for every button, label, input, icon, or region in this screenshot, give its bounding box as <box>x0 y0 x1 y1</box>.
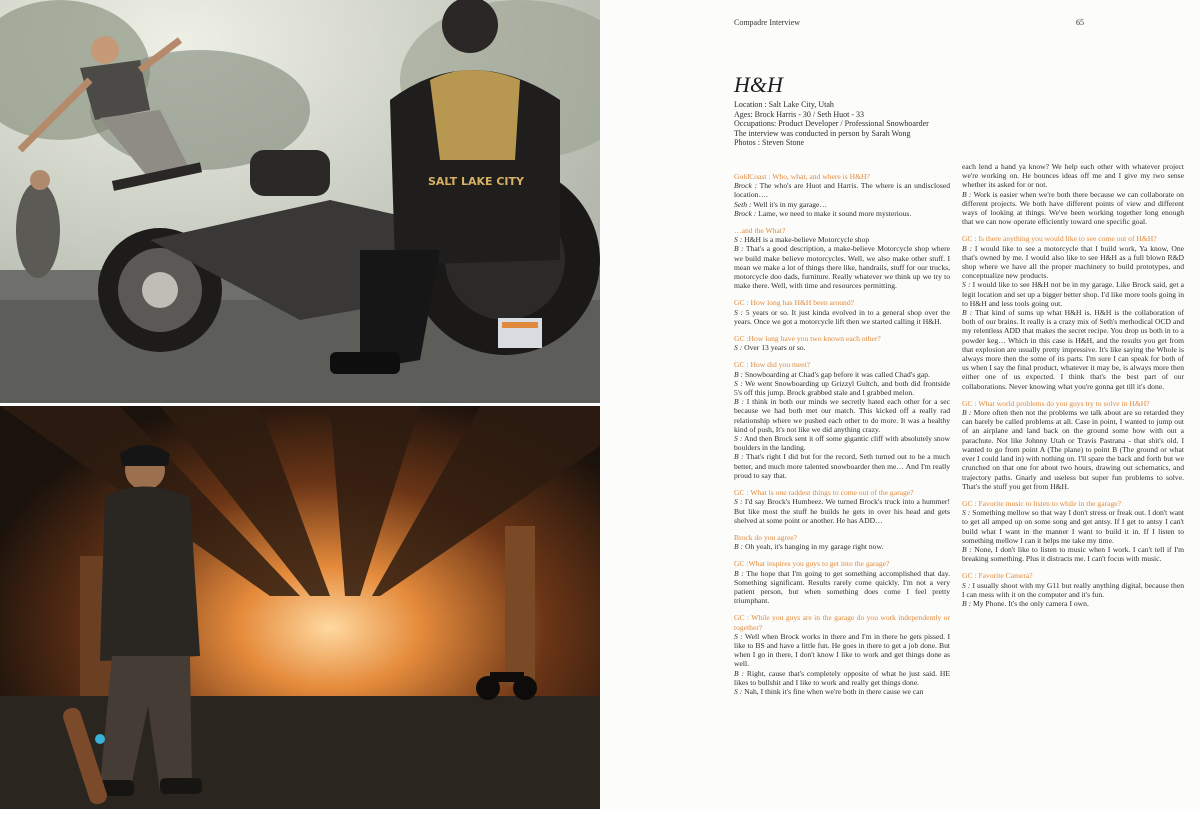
answer <box>734 244 950 290</box>
meta-ages: Ages: Brock Harris - 30 / Seth Huot - 33 <box>734 109 864 119</box>
answer <box>962 280 1184 308</box>
speaker-label: B : <box>734 568 744 578</box>
answer-text: each lend a hand ya know? We help each other with whatever project we're working on. He bounces ideas off me and I give my two sense whether its asked for or not. <box>962 162 1184 190</box>
answer-text: H&H is a make-believe Motorcycle shop <box>742 235 870 245</box>
qa-block <box>734 298 950 326</box>
answer-text: Well it's in my garage… <box>751 199 828 209</box>
answer-text: That's a good description, a make-believe Motorcycle shop where we build make believe motorcycles. Well, we also make other stuff. I mean we make a lot of things there like, handrails, stuff for our trucks, motorcycle doo dads, furniture. Really whatever we think up we try to make there. Well, with time and resources permitting. <box>734 244 950 291</box>
answer-text: Lame, we need to make it sound more mysterious. <box>756 208 912 218</box>
question: GC : Favorite music to listen to while in the garage? <box>962 498 1122 508</box>
photo-motorcycle-skate-art <box>0 0 600 403</box>
answer <box>734 452 950 480</box>
answer-text: The who's are Huot and Harris. The where is an undisclosed location…. <box>734 181 950 200</box>
meta-photos: Photos : Steven Stone <box>734 138 805 147</box>
qa-block <box>734 613 950 696</box>
answer <box>962 244 1184 281</box>
qa-block <box>962 399 1184 491</box>
answer <box>734 235 950 244</box>
qa-block <box>962 234 1184 390</box>
answer <box>734 200 950 209</box>
speaker-label: B : <box>734 452 744 462</box>
speaker-label: S : <box>734 497 743 507</box>
speaker-label: S : <box>734 686 743 696</box>
answer-text: And then Brock sent it off some gigantic cliff with absolutely snow boulders in the landing. <box>734 434 950 453</box>
question: GoldCoast : Who, what, and where is H&H? <box>734 172 870 181</box>
qa-block <box>734 488 950 525</box>
answer <box>962 545 1184 563</box>
qa-block <box>734 559 950 605</box>
answer-text: Well when Brock works in there and I'm in there he gets pissed. I like to BS and have a little fun. He goes in there to get a job done. But when I go in there, I don't know I like to work and get things done as well. <box>734 631 950 669</box>
answer-text: I would like to see H&H not be in my garage. Like Brock said, get a legit location and set up a bigger better shop. I'd like more tools going in to H&H and less tools going out. <box>962 280 1184 308</box>
answer-text: Snowboarding at Chad's gap before it was called Chad's gap. <box>743 369 930 379</box>
speaker-label: Brock : <box>734 208 757 218</box>
answer <box>734 687 950 696</box>
speaker-label: Brock : <box>734 181 758 191</box>
speaker-label: S : <box>734 434 743 444</box>
text-page <box>600 0 1200 809</box>
speaker-label: S : <box>962 580 971 590</box>
speaker-label: B : <box>962 408 972 418</box>
qa-block <box>962 499 1184 563</box>
answer-text: Oh yeah, it's hanging in my garage right now. <box>743 542 884 552</box>
speaker-label: S : <box>734 378 743 388</box>
answer <box>734 669 950 687</box>
answer <box>734 209 950 218</box>
speaker-label: B : <box>962 308 973 318</box>
qa-block <box>734 360 950 480</box>
answer <box>734 308 950 326</box>
answer <box>734 379 950 397</box>
qa-block <box>734 334 950 352</box>
answer-text: We went Snowboarding up Grizzyl Gultch, and both did frontside 5's off this jump. Brock grabbed stale and I grabbed melon. <box>734 378 950 398</box>
answer <box>734 542 950 551</box>
speaker-label: S : <box>734 307 744 317</box>
answer-text: I think in both our minds we secretly hated each other for a sec because we had both met our match. This kicked off a really rad relationship where we pushed each other to do more. It was a healthy kind of push, It's not like we did anything crazy. <box>734 397 950 434</box>
speaker-label: B : <box>734 397 744 407</box>
speaker-label: B : <box>734 668 745 678</box>
speaker-label: Seth : <box>734 199 752 209</box>
answer-text: Something mellow so that way I don't stress or freak out. I don't want to get all amped up on some song and get antsy. If I get to antsy I can't build what I want in the manner I want to build it in. If I listen to something mellow I can it helps me take my time. <box>962 508 1184 545</box>
answer-text: I'd say Brock's Humbeez. We turned Brock's truck into a hummer! But like most the stuff he builds he gets in over his head and gets shelved at some point or another. He has ADD… <box>734 497 950 525</box>
answer <box>734 370 950 379</box>
answer <box>734 632 950 669</box>
answer-text: 5 years or so. It just kinda evolved in to a general shop over the years. Once we got a motorcycle lift then we started calling it H&H. <box>734 307 950 326</box>
answer <box>962 190 1184 227</box>
answer <box>962 408 1184 491</box>
photo-motorcycle-skate <box>0 0 600 403</box>
answer-text: Work is easier when we're both there because we can collaborate on different projects. We both have different points of view and different ways of looking at things. We've been working together long enough that we can now operate efficiently toward one specific goal. <box>962 189 1184 227</box>
meta-location: Location : Salt Lake City, Utah <box>734 100 834 109</box>
answer <box>734 497 950 525</box>
answer-text: That's right I did but for the record, Seth turned out to be a much better, and much more talented snowboarder then me… And I'm really proud to say that. <box>734 452 950 480</box>
speaker-label: S : <box>734 343 743 353</box>
question: GC :What inspires you guys to get into the garage? <box>734 559 890 569</box>
answer <box>734 343 950 352</box>
answer <box>962 508 1184 545</box>
photo-under-bridge <box>0 406 600 809</box>
answer <box>734 181 950 199</box>
article-title: H&H <box>734 72 783 97</box>
answer-text: My Phone. It's the only camera I own. <box>971 598 1089 608</box>
answer <box>734 569 950 606</box>
question: GC :How long have you two known each other? <box>734 334 881 344</box>
question: Brock do you agree? <box>734 532 798 542</box>
question: GC : While you guys are in the garage do you work independently or together? <box>734 613 950 632</box>
answer-text: More often then not the problems we talk about are so retarded they can barely be called problems at all. Case in point, I wanted to jump out of an airplane and land back on the ground some how with out a parachute. Not like Johnny Utah or Travis Pastrana - that shit's old. I wanted to go from point A (The plane) to point B (The ground or what ever I could land in) with nothing on. I'll spare the back and forth but we crunched on that one for about two hours, drawing out schematics, and trajectory paths. Gnarly and useless but super fun problems to solve. That's the stuff you get from H&H. <box>962 408 1184 491</box>
speaker-label: B : <box>962 544 972 554</box>
question: GC : How long has H&H been around? <box>734 298 855 308</box>
answer-text: Right, cause that's completely opposite of what he just said. HE likes to bullshit and I like to work and really get things done. <box>734 668 950 687</box>
jacket-print-text: SALT LAKE CITY <box>428 175 524 188</box>
question: GC : Is there anything you would like to see come out of H&H? <box>962 234 1157 244</box>
speaker-label: S : <box>734 235 743 245</box>
answer-text: I usually shoot with my G11 but really anything digital, because then I can mess with it on the computer and it's fun. <box>962 580 1184 599</box>
answer <box>734 397 950 434</box>
qa-block <box>734 172 950 218</box>
meta-interviewer: The interview was conducted in person by Sarah Wong <box>734 128 911 138</box>
answer-text: Over 13 years or so. <box>742 343 806 353</box>
question: GC : What is one raddest things to come out of the garage? <box>734 488 914 498</box>
answer <box>962 162 1184 190</box>
article-meta <box>734 100 964 148</box>
question: …and the What? <box>734 226 786 236</box>
answer-text: The hope that I'm going to get something accomplished that day. Something significant. Results rarely come quickly. I'm not a very patient person, but when something does come I feel pretty triumphant. <box>734 568 950 606</box>
speaker-label: S : <box>962 508 971 518</box>
answer-text: Nah, I think it's fine when we're both in there cause we can <box>742 686 924 696</box>
answer-text: That kind of sums up what H&H is. H&H is the collaboration of both of our brains. It really is a crazy mix of Seth's methodical OCD and my relentless ADD that makes the secret recipe. You drop us both in to a powder keg… Which in this case is H&H, and the results you get from that explosion are usually pretty impressive. It's like saying the Whole is always more then the some of its parts. I'm sure I can speak for both of us when I say the final product, whatever it may be, is always more then either one of us expected. I think that's the best part of our collaborations. Never knowing what you're gonna get till it's done. <box>962 308 1184 391</box>
speaker-label: B : <box>962 598 972 608</box>
speaker-label: B : <box>962 243 973 253</box>
text-column-left <box>734 172 950 804</box>
speaker-label: S : <box>962 280 971 290</box>
qa-block <box>734 533 950 551</box>
qa-block <box>734 226 950 290</box>
question: GC : How did you meet? <box>734 360 811 370</box>
answer <box>962 581 1184 599</box>
running-head: Compadre Interview <box>734 18 800 27</box>
answer <box>734 434 950 452</box>
speaker-label: B : <box>734 369 744 379</box>
speaker-label: B : <box>962 189 972 199</box>
speaker-label: S : <box>734 631 743 641</box>
answer-text: None, I don't like to listen to music when I work. I can't tell if I'm breaking something. Plus it distracts me. I can't focus with music. <box>962 544 1184 564</box>
answer <box>962 599 1184 608</box>
question: GC : Favorite Camera? <box>962 571 1033 581</box>
question: GC : What world problems do you guys try to solve in H&H? <box>962 398 1150 408</box>
speaker-label: B : <box>734 542 744 552</box>
qa-block <box>962 571 1184 608</box>
text-column-right <box>962 162 1184 608</box>
page-number: 65 <box>1076 18 1084 27</box>
photo-under-bridge-art <box>0 406 600 809</box>
meta-occupations: Occupations: Product Developer / Professional Snowboarder <box>734 119 929 128</box>
answer-text: I would like to see a motorcycle that I build work, Ya know, One that's owned by me. I would also like to see H&H as a full blown R&D shop where we have all the proper machinery to build prototypes, and conceptualize new products. <box>962 243 1184 281</box>
answer <box>962 308 1184 391</box>
speaker-label: B : <box>734 244 744 254</box>
qa-block <box>962 162 1184 226</box>
